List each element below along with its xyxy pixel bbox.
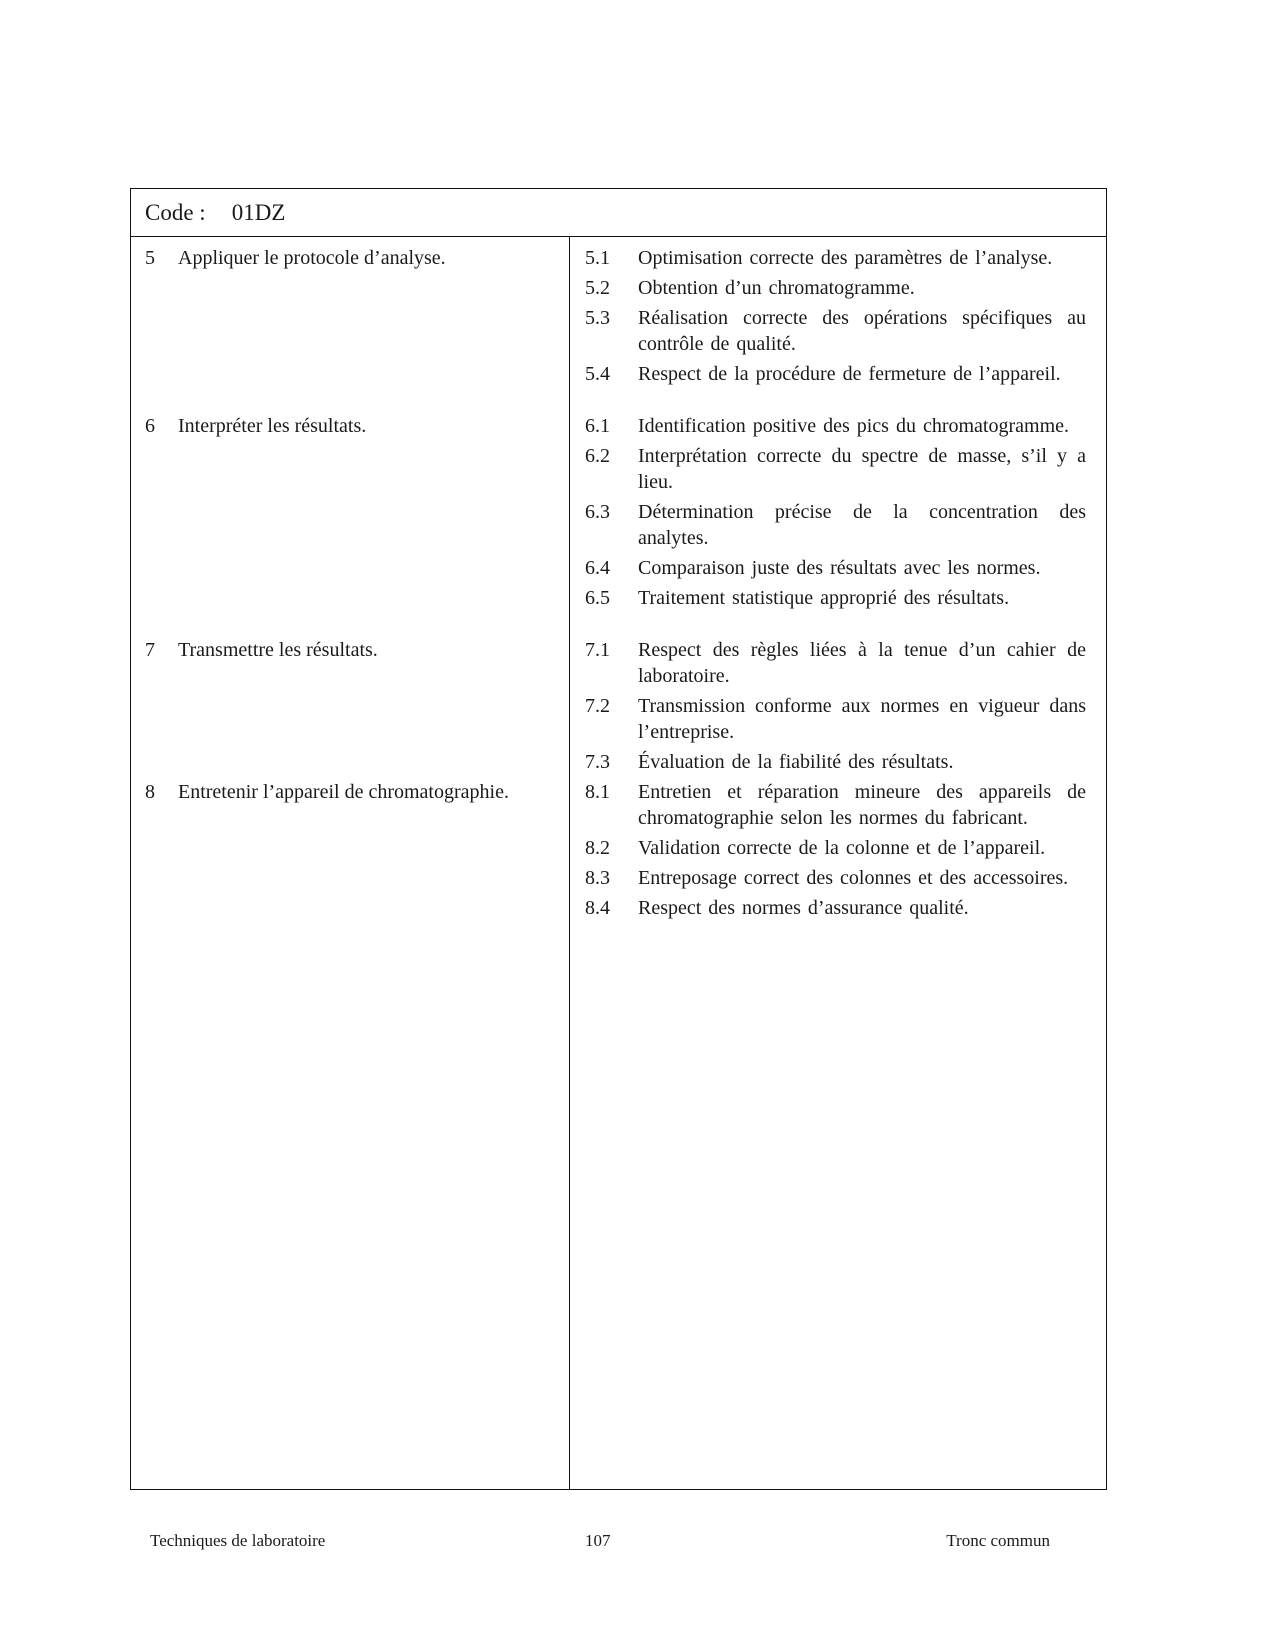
criterion-text: Entreposage correct des colonnes et des accessoires. xyxy=(638,867,1069,889)
criterion-item xyxy=(585,275,1086,301)
criterion-number: 7.2 xyxy=(585,695,610,717)
criterion-item xyxy=(585,555,1086,581)
criterion-text: Détermination précise de la concentration des analytes. xyxy=(638,501,1086,549)
table-row xyxy=(131,413,1106,615)
table-row xyxy=(131,245,1106,391)
criterion-number: 6.3 xyxy=(585,501,610,523)
criterion-item xyxy=(585,585,1086,611)
criterion-number: 6.4 xyxy=(585,557,610,579)
element-number: 8 xyxy=(145,781,155,803)
criterion-number: 8.3 xyxy=(585,867,610,889)
criteria-cell xyxy=(569,245,1106,391)
criterion-item xyxy=(585,361,1086,387)
criterion-number: 5.4 xyxy=(585,363,610,385)
criterion-item xyxy=(585,245,1086,271)
code-label: Code : xyxy=(145,199,206,225)
criterion-item xyxy=(585,305,1086,357)
element-text: Transmettre les résultats. xyxy=(178,639,378,661)
criterion-text: Réalisation correcte des opérations spécifiques au contrôle de qualité. xyxy=(638,307,1086,355)
table-row xyxy=(131,637,1106,779)
criterion-number: 5.3 xyxy=(585,307,610,329)
criterion-item xyxy=(585,835,1086,861)
criterion-number: 5.1 xyxy=(585,247,610,269)
criterion-text: Identification positive des pics du chromatogramme. xyxy=(638,415,1069,437)
criterion-number: 7.3 xyxy=(585,751,610,773)
criterion-number: 8.1 xyxy=(585,781,610,803)
element-cell xyxy=(131,245,569,391)
criterion-text: Entretien et réparation mineure des appareils de chromatographie selon les normes du fabricant. xyxy=(638,781,1086,829)
element-text: Appliquer le protocole d’analyse. xyxy=(178,247,446,269)
criterion-item xyxy=(585,637,1086,689)
criterion-item xyxy=(585,499,1086,551)
criterion-number: 8.4 xyxy=(585,897,610,919)
criteria-cell xyxy=(569,779,1106,925)
criterion-text: Optimisation correcte des paramètres de l’analyse. xyxy=(638,247,1053,269)
element-number: 7 xyxy=(145,639,155,661)
criterion-text: Validation correcte de la colonne et de l’appareil. xyxy=(638,837,1046,859)
criterion-text: Respect des normes d’assurance qualité. xyxy=(638,897,969,919)
criterion-item xyxy=(585,443,1086,495)
element-text: Interpréter les résultats. xyxy=(178,415,367,437)
criterion-text: Interprétation correcte du spectre de masse, s’il y a lieu. xyxy=(638,445,1086,493)
competency-table xyxy=(130,188,1107,1490)
criterion-text: Comparaison juste des résultats avec les normes. xyxy=(638,557,1041,579)
page-footer xyxy=(150,1531,1050,1555)
criterion-text: Transmission conforme aux normes en vigueur dans l’entreprise. xyxy=(638,695,1086,743)
criterion-item xyxy=(585,749,1086,775)
criteria-cell xyxy=(569,637,1106,779)
footer-program: Techniques de laboratoire xyxy=(150,1531,326,1550)
table-header xyxy=(131,189,1106,237)
criterion-number: 6.1 xyxy=(585,415,610,437)
criterion-number: 6.2 xyxy=(585,445,610,467)
criterion-text: Traitement statistique approprié des résultats. xyxy=(638,587,1010,609)
criteria-cell xyxy=(569,413,1106,615)
table-body xyxy=(131,237,1106,925)
element-number: 6 xyxy=(145,415,155,437)
code-value: 01DZ xyxy=(231,199,286,225)
criterion-item xyxy=(585,413,1086,439)
element-cell xyxy=(131,779,569,925)
element-cell xyxy=(131,413,569,615)
page-number: 107 xyxy=(585,1531,611,1550)
criterion-text: Respect de la procédure de fermeture de l’appareil. xyxy=(638,363,1061,385)
element-cell xyxy=(131,637,569,779)
footer-section: Tronc commun xyxy=(946,1531,1050,1550)
criterion-text: Respect des règles liées à la tenue d’un cahier de laboratoire. xyxy=(638,639,1086,687)
criterion-item xyxy=(585,865,1086,891)
criterion-number: 6.5 xyxy=(585,587,610,609)
criterion-text: Évaluation de la fiabilité des résultats. xyxy=(638,751,954,773)
element-text: Entretenir l’appareil de chromatographie. xyxy=(178,781,509,803)
criterion-number: 5.2 xyxy=(585,277,610,299)
table-row xyxy=(131,779,1106,925)
element-number: 5 xyxy=(145,247,155,269)
criterion-item xyxy=(585,693,1086,745)
criterion-item xyxy=(585,895,1086,921)
criterion-number: 7.1 xyxy=(585,639,610,661)
criterion-number: 8.2 xyxy=(585,837,610,859)
criterion-item xyxy=(585,779,1086,831)
criterion-text: Obtention d’un chromatogramme. xyxy=(638,277,915,299)
